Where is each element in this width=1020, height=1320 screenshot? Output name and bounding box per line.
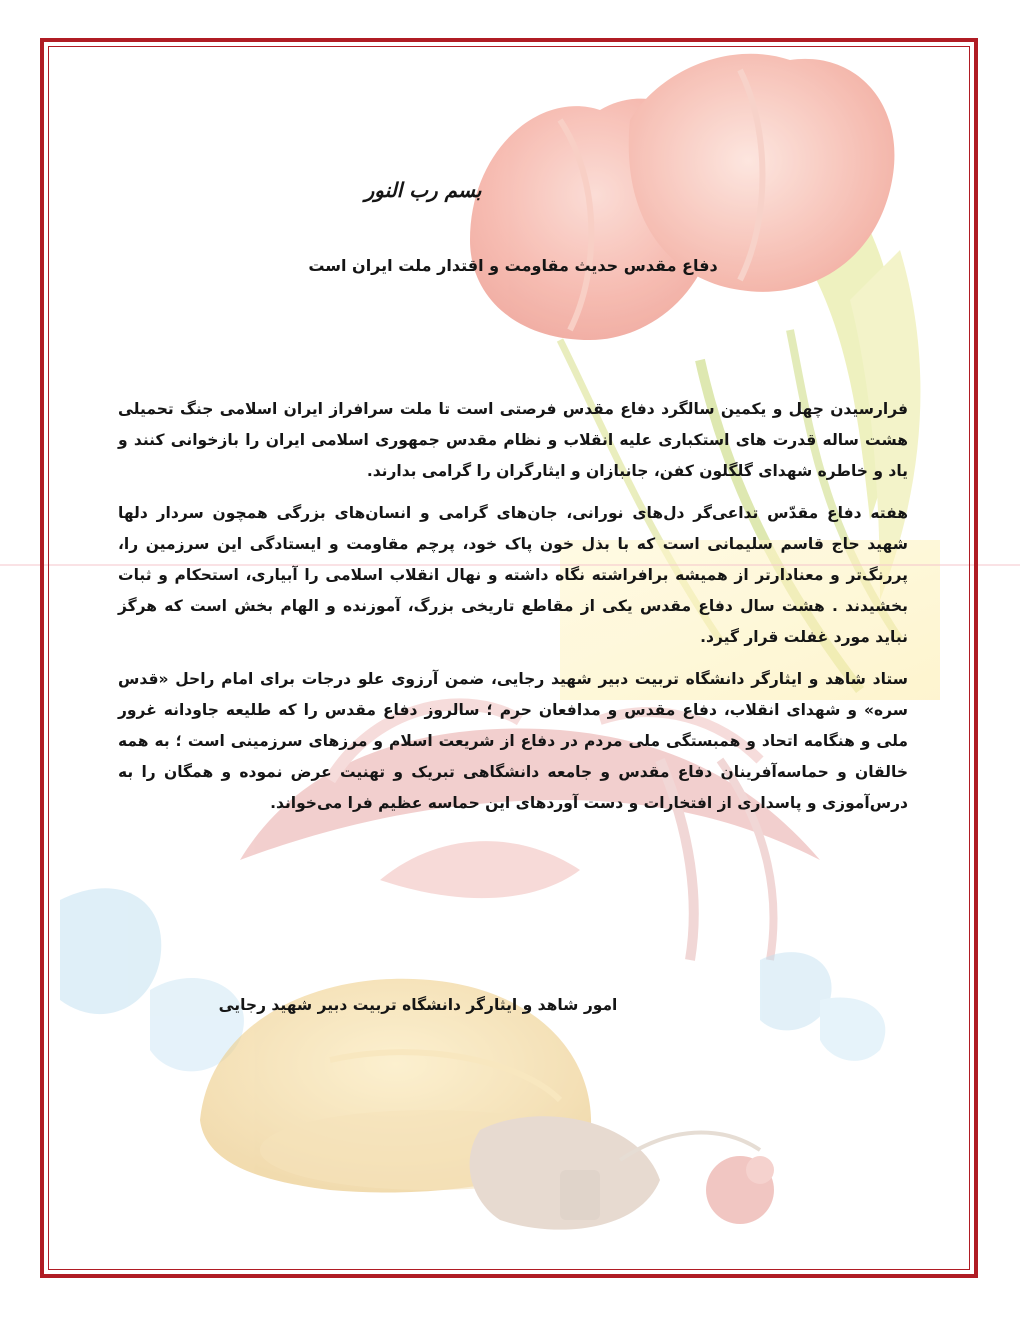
letter-title: دفاع مقدس حدیث مقاومت و اقتدار ملت ایران است (308, 256, 718, 275)
body-paragraph-2: هفته دفاع مقدّس تداعی‌گر دل‌های نورانی، جان‌های گرامی و انسان‌های بزرگی همچون سردار دلها شهید حاج قاسم سلیمانی است که با بذل خون پاک خود، پرچم مقاومت و ایستادگی این سرزمین را، پررنگ‌تر و معنادارتر از همیشه برافراشته نگاه داشته و نهال انقلاب اسلامی را آبیاری، استحکام و ثبات بخشیدند . هشت سال دفاع مقدس یکی از مقاطع تاریخی بزرگ، آموزنده و الهام بخش است که هرگز نباید مورد غفلت قرار گیرد. (118, 504, 908, 646)
letter-body (118, 394, 908, 830)
letter-signature: امور شاهد و ایثارگر دانشگاه تربیت دبیر شهید رجایی (218, 996, 618, 1014)
basmala-heading: بسم رب النور (364, 178, 482, 202)
body-paragraph-3: ستاد شاهد و ایثارگر دانشگاه تربیت دبیر شهید رجایی، ضمن آرزوی علو درجات برای امام راحل «قدس سره» و شهدای انقلاب، دفاع مقدس و مدافعان حرم ؛ سالروز دفاع مقدس را که طلیعه جاودانه غرور ملی و هنگامه اتحاد و همبستگی ملی مردم در دفاع از شریعت اسلام و مرزهای سرزمینی است ؛ به همه خالقان و حماسه‌آفرینان دفاع مقدس و جامعه دانشگاهی تبریک و تهنیت عرض نموده و همگان را به درس‌آموزی و پاسداری از افتخارات و دست آوردهای این حماسه عظیم فرا می‌خواند. (118, 670, 908, 812)
body-paragraph-1: فرارسیدن چهل و یکمین سالگرد دفاع مقدس فرصتی است تا ملت سرافراز ایران اسلامی جنگ تحمیلی هشت ساله قدرت های استکباری علیه انقلاب و نظام مقدس جمهوری اسلامی ایران را بازخوانی کنند و یاد و خاطره شهدای گلگلون کفن، جانبازان و ایثارگران را گرامی بدارند. (118, 400, 908, 480)
